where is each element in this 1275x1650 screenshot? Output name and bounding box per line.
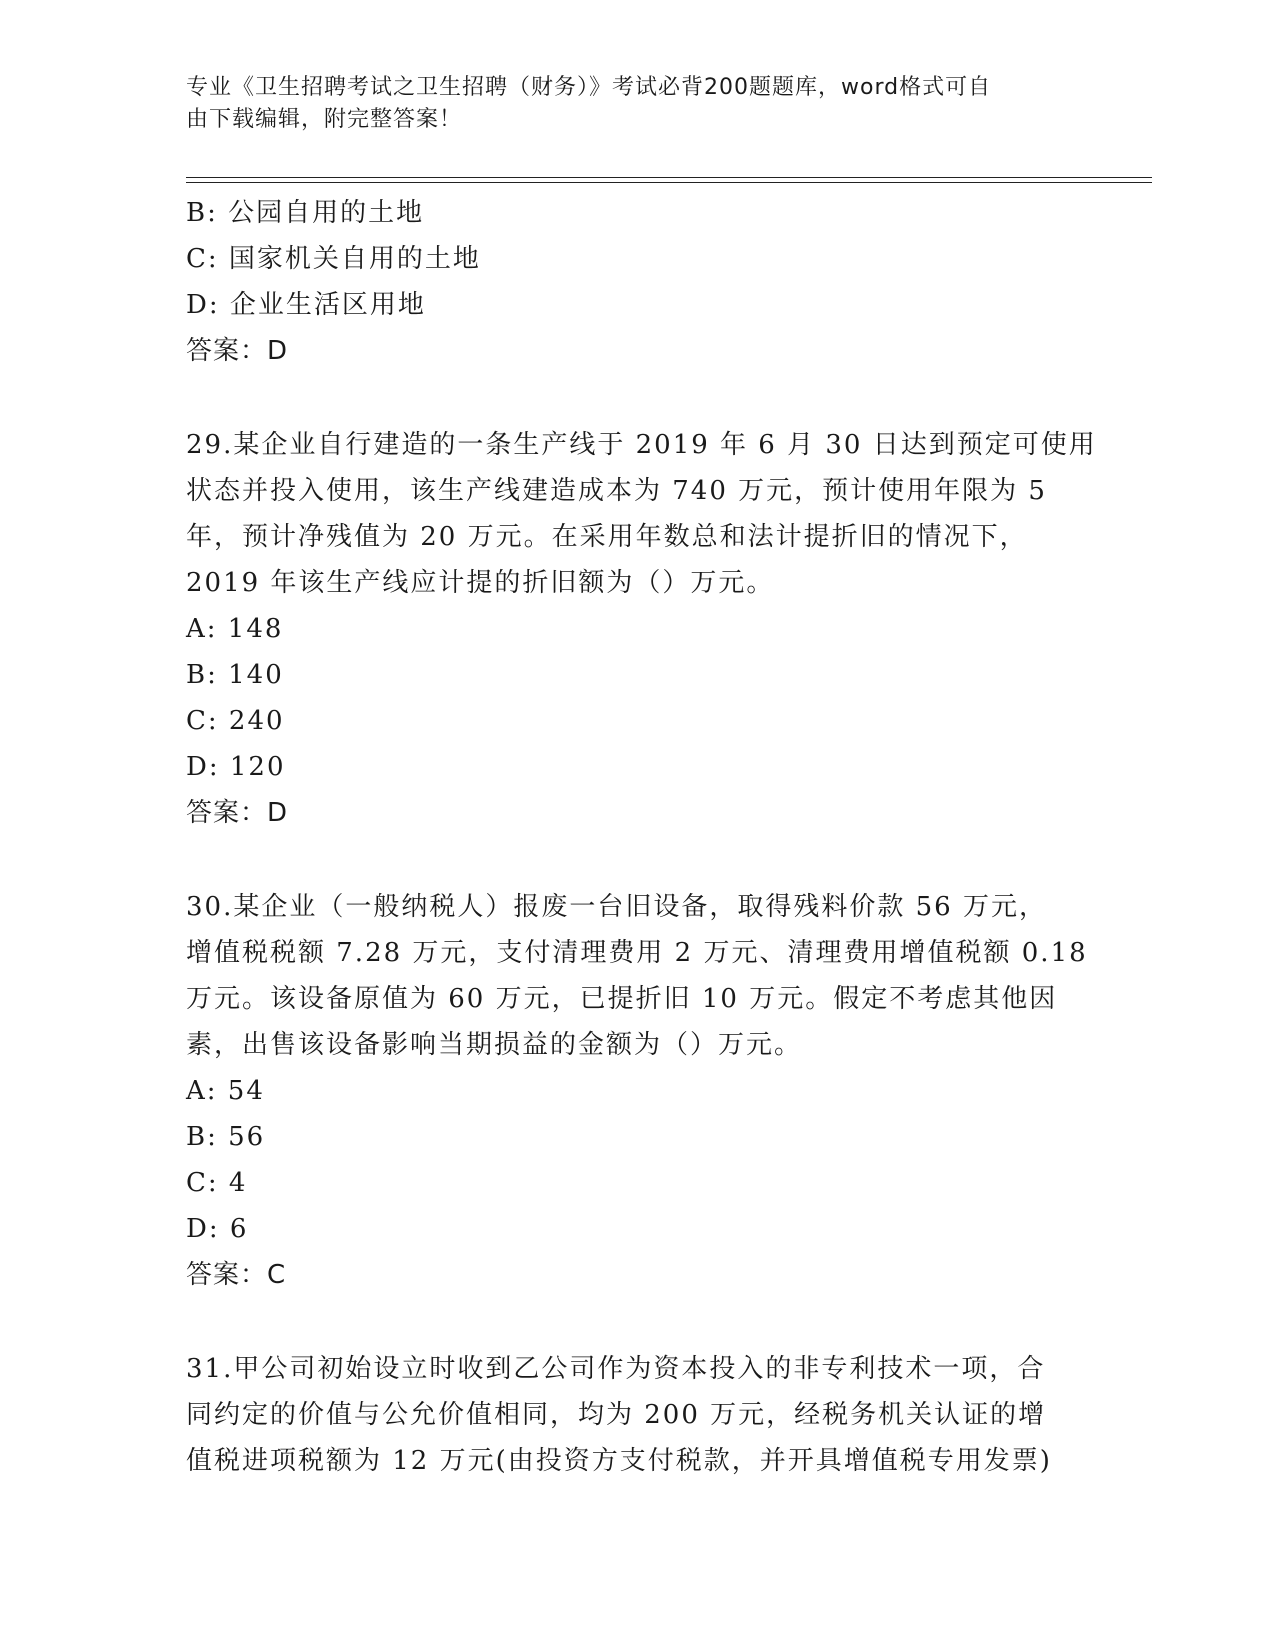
question-text-line: 31.甲公司初始设立时收到乙公司作为资本投入的非专利技术一项，合 [186,1354,1046,1384]
header-divider-bottom [186,182,1152,183]
option-d: D: 6 [186,1214,249,1244]
option-a: A: 148 [186,614,284,644]
header-divider-top [186,177,1152,178]
question-text-line: 29.某企业自行建造的一条生产线于 2019 年 6 月 30 日达到预定可使用 [186,430,1097,460]
question-31 [186,1346,1086,1484]
question-text-line: 状态并投入使用，该生产线建造成本为 740 万元，预计使用年限为 5 [186,476,1047,506]
answer-line: 答案：C [186,1260,287,1290]
document-header [186,72,1066,136]
option-d: D: 企业生活区用地 [186,290,426,320]
option-c: C: 国家机关自用的土地 [186,244,481,274]
option-a: A: 54 [186,1076,265,1106]
header-line-1: 专业《卫生招聘考试之卫生招聘（财务）》考试必背200题题库，word格式可自 [186,75,992,100]
header-line-2: 由下载编辑，附完整答案！ [186,107,463,132]
prev-question-block [186,190,1086,374]
question-text-line: 万元。该设备原值为 60 万元，已提折旧 10 万元。假定不考虑其他因 [186,984,1058,1014]
option-c: C: 240 [186,706,285,736]
answer-line: 答案：D [186,798,289,828]
question-29 [186,422,1097,836]
option-c: C: 4 [186,1168,248,1198]
question-text-line: 素，出售该设备影响当期损益的金额为（）万元。 [186,1030,803,1060]
question-text-line: 同约定的价值与公允价值相同，均为 200 万元，经税务机关认证的增 [186,1400,1047,1430]
option-b: B: 56 [186,1122,266,1152]
question-text-line: 30.某企业（一般纳税人）报废一台旧设备，取得残料价款 56 万元， [186,892,1047,922]
question-text-line: 2019 年该生产线应计提的折旧额为（）万元。 [186,568,775,598]
option-b: B: 140 [186,660,284,690]
question-content [186,190,1097,1484]
question-text-line: 增值税税额 7.28 万元，支付清理费用 2 万元、清理费用增值税额 0.18 [186,938,1088,968]
option-b: B: 公园自用的土地 [186,198,425,228]
option-d: D: 120 [186,752,286,782]
question-text-line: 值税进项税额为 12 万元(由投资方支付税款，并开具增值税专用发票) [186,1446,1052,1476]
answer-line: 答案：D [186,336,289,366]
question-30 [186,884,1086,1298]
question-text-line: 年，预计净残值为 20 万元。在采用年数总和法计提折旧的情况下， [186,522,1028,552]
